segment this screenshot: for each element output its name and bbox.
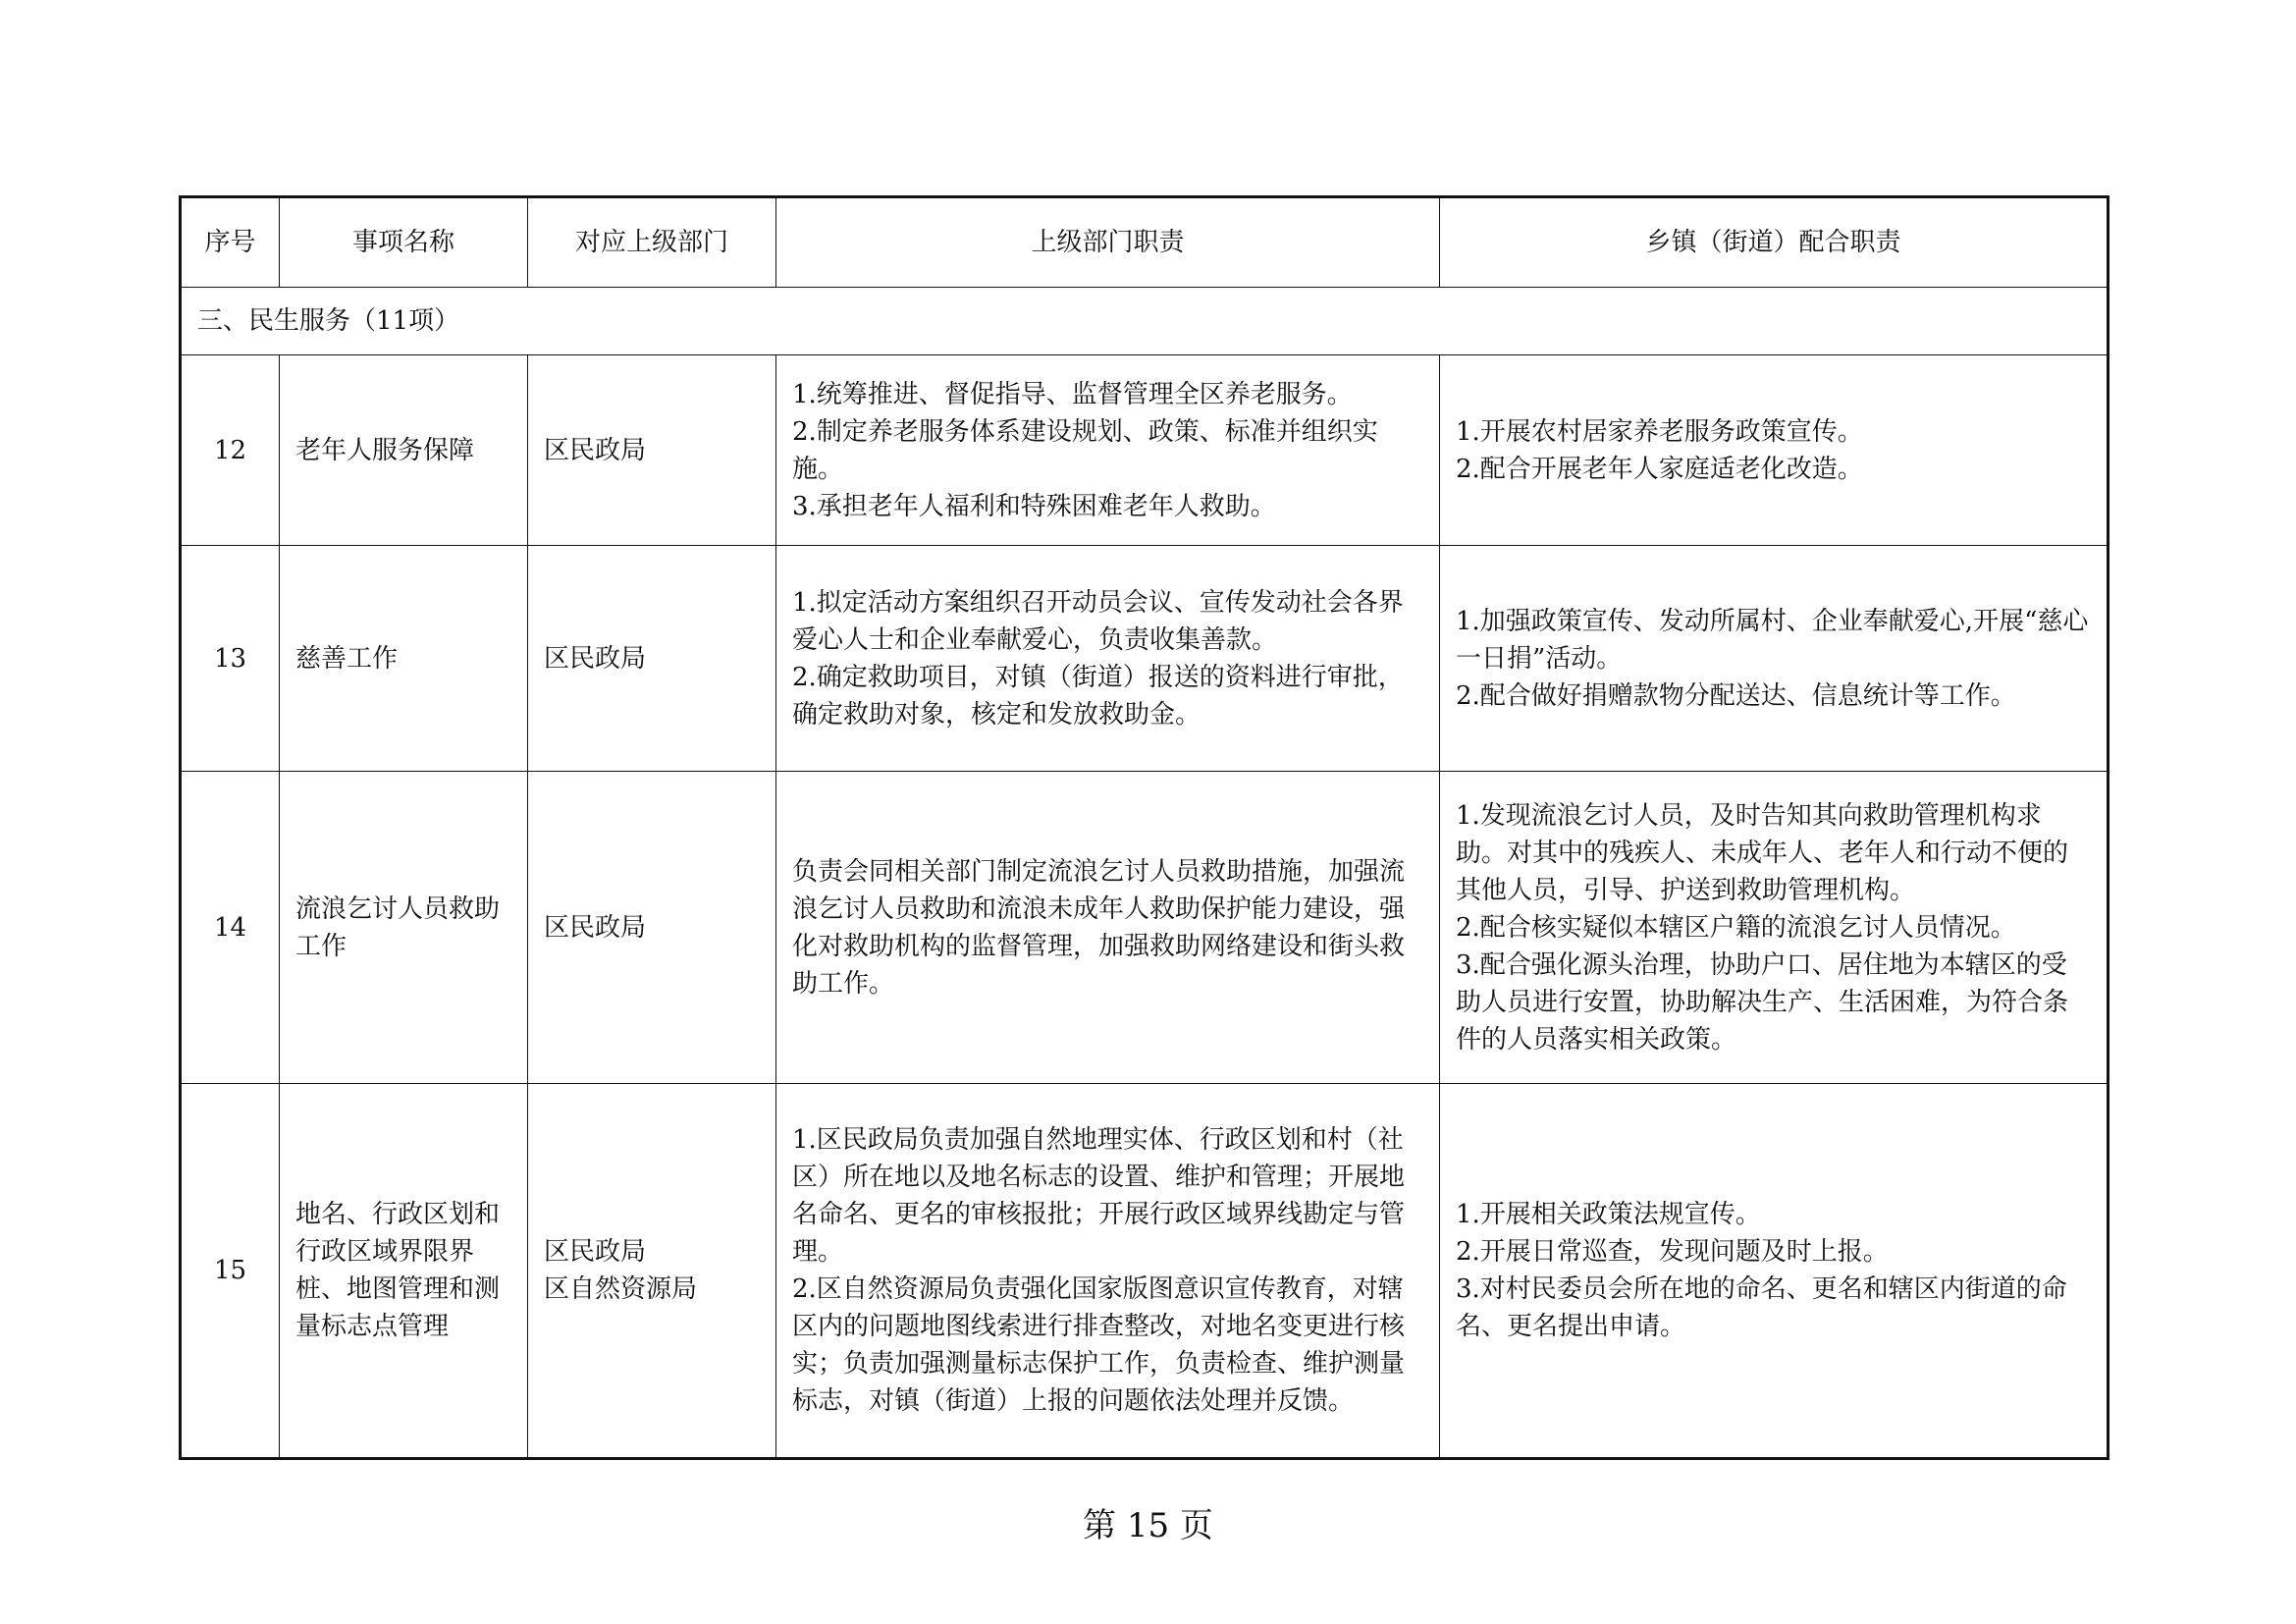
row-dept-duty-line: 1.统筹推进、督促指导、监督管理全区养老服务。 <box>792 379 1353 409</box>
table-body <box>181 288 2109 1459</box>
row-dept <box>528 355 776 546</box>
row-coop-duty-line: 3.配合强化源头治理，协助户口、居住地为本辖区的受助人员进行安置，协助解决生产、生活困难，为符合条件的人员落实相关政策。 <box>1456 949 2069 1055</box>
row-item-name-line: 流浪乞讨人员救助工作 <box>295 893 501 961</box>
row-dept-duty <box>776 772 1440 1084</box>
row-coop-duty <box>1440 772 2109 1084</box>
row-dept-duty-line: 2.区自然资源局负责强化国家版图意识宣传教育，对辖区内的问题地图线索进行排查整改，对地名变更进行核实；负责加强测量标志保护工作，负责检查、维护测量标志，对镇（街道）上报的问题依法处理并反馈。 <box>792 1274 1406 1416</box>
header-dept: 对应上级部门 <box>528 197 776 288</box>
row-coop-duty-line: 1.发现流浪乞讨人员，及时告知其向救助管理机构求助。对其中的残疾人、未成年人、老年人和行动不便的其他人员，引导、护送到救助管理机构。 <box>1456 800 2069 905</box>
row-dept-line: 区民政局 <box>544 1237 647 1267</box>
row-dept-duty-line: 1.拟定活动方案组织召开动员会议、宣传发动社会各界爱心人士和企业奉献爱心，负责收集善款。 <box>792 587 1404 655</box>
row-coop-duty-line: 1.开展相关政策法规宣传。 <box>1456 1200 1761 1229</box>
table-row <box>181 1084 2109 1459</box>
header-item-name: 事项名称 <box>280 197 528 288</box>
table-row <box>181 772 2109 1084</box>
row-seq: 14 <box>181 772 280 1084</box>
responsibility-table <box>179 195 2109 1460</box>
row-seq: 12 <box>181 355 280 546</box>
row-coop-duty-line: 1.开展农村居家养老服务政策宣传。 <box>1456 416 1863 447</box>
row-dept-duty-line: 1.区民政局负责加强自然地理实体、行政区划和村（社区）所在地以及地名标志的设置、维护和管理；开展地名命名、更名的审核报批；开展行政区域界线勘定与管理。 <box>792 1125 1406 1267</box>
row-item-name <box>280 772 528 1084</box>
row-dept-line: 区民政局 <box>544 435 647 465</box>
row-dept-line: 区民政局 <box>544 912 647 943</box>
page-number: 第 15 页 <box>1083 1506 1213 1545</box>
row-item-name <box>280 546 528 772</box>
row-coop-duty-line: 2.配合开展老年人家庭适老化改造。 <box>1456 454 1863 484</box>
row-dept-line: 区自然资源局 <box>544 1274 698 1304</box>
row-coop-duty-line: 2.配合做好捐赠款物分配送达、信息统计等工作。 <box>1456 680 2016 711</box>
row-item-name-line: 地名、行政区划和行政区域界限界桩、地图管理和测量标志点管理 <box>295 1200 501 1341</box>
table-row <box>181 355 2109 546</box>
table-row <box>181 546 2109 772</box>
row-dept-duty <box>776 355 1440 546</box>
table-header-row <box>181 197 2109 288</box>
header-dept-duty: 上级部门职责 <box>776 197 1440 288</box>
row-dept-duty <box>776 546 1440 772</box>
row-dept <box>528 546 776 772</box>
row-coop-duty <box>1440 355 2109 546</box>
row-item-name <box>280 355 528 546</box>
row-dept-duty <box>776 1084 1440 1459</box>
row-coop-duty-line: 3.对村民委员会所在地的命名、更名和辖区内街道的命名、更名提出申请。 <box>1456 1274 2067 1341</box>
header-coop-duty: 乡镇（街道）配合职责 <box>1440 197 2109 288</box>
row-seq: 15 <box>181 1084 280 1459</box>
row-item-name-line: 老年人服务保障 <box>295 435 475 465</box>
row-dept <box>528 1084 776 1459</box>
row-item-name <box>280 1084 528 1459</box>
section-title: 三、民生服务（11项） <box>181 288 2109 355</box>
section-row <box>181 288 2109 355</box>
row-coop-duty-line: 2.开展日常巡查，发现问题及时上报。 <box>1456 1237 1889 1267</box>
row-dept-duty-line: 2.确定救助项目，对镇（街道）报送的资料进行审批，确定救助对象，核定和发放救助金。 <box>792 662 1404 730</box>
row-coop-duty <box>1440 1084 2109 1459</box>
row-coop-duty-line: 2.配合核实疑似本辖区户籍的流浪乞讨人员情况。 <box>1456 912 2016 943</box>
row-seq: 13 <box>181 546 280 772</box>
row-coop-duty-line: 1.加强政策宣传、发动所属村、企业奉献爱心,开展“慈心一日捐”活动。 <box>1456 606 2089 674</box>
row-dept-line: 区民政局 <box>544 643 647 674</box>
row-dept-duty-line: 2.制定养老服务体系建设规划、政策、标准并组织实施。 <box>792 416 1378 484</box>
row-dept <box>528 772 776 1084</box>
row-item-name-line: 慈善工作 <box>295 643 399 674</box>
row-coop-duty <box>1440 546 2109 772</box>
row-dept-duty-line: 负责会同相关部门制定流浪乞讨人员救助措施，加强流浪乞讨人员救助和流浪未成年人救助保护能力建设，强化对救助机构的监督管理，加强救助网络建设和街头救助工作。 <box>792 856 1406 999</box>
row-dept-duty-line: 3.承担老年人福利和特殊困难老年人救助。 <box>792 491 1276 521</box>
header-seq: 序号 <box>181 197 280 288</box>
